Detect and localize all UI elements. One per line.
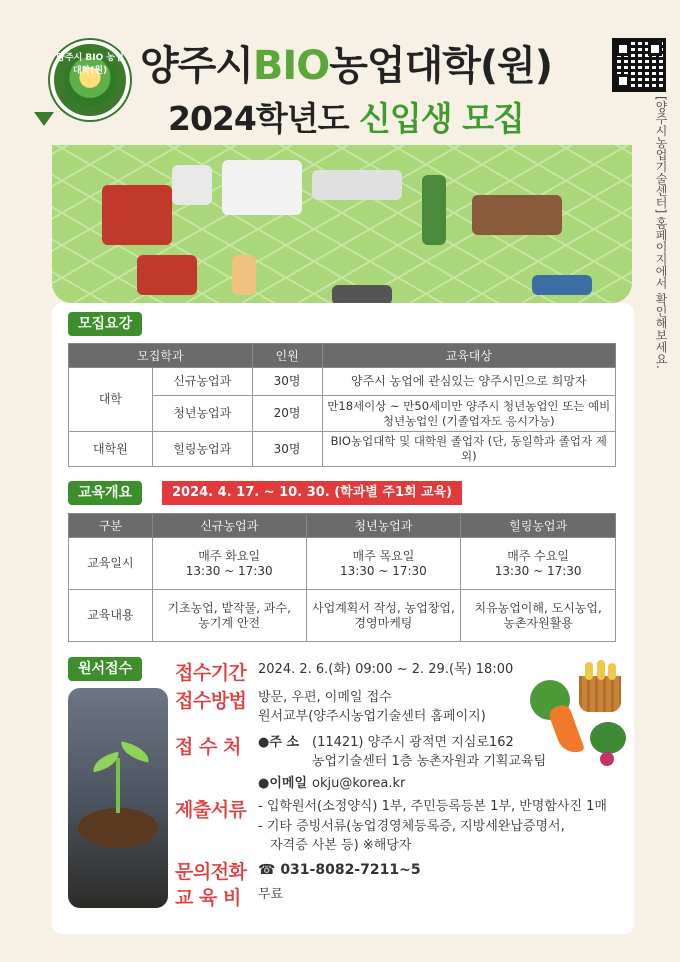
header-category: 구분 (69, 514, 153, 538)
row-label-content: 교육내용 (69, 590, 153, 642)
schedule-cell: 매주 수요일 13:30 ~ 17:30 (461, 538, 616, 590)
education-period-badge: 2024. 4. 17. ~ 10. 30. (학과별 주1회 교육) (162, 481, 462, 505)
greens-icon (590, 722, 626, 754)
target-cell: BIO농업대학 및 대학원 졸업자 (단, 동일학과 졸업자 제외) (322, 432, 615, 467)
value-period: 2024. 2. 6.(화) 09:00 ~ 2. 29.(목) 18:00 (258, 662, 514, 677)
label-fee: 교 육 비 (175, 887, 241, 909)
count-cell: 30명 (252, 432, 322, 467)
section-label-recruit: 모집요강 (68, 312, 142, 336)
header-new-farming: 신규농업과 (152, 514, 306, 538)
docs-line-1: - 입학원서(소정양식) 1부, 주민등록등본 1부, 반명함사진 1매 (258, 799, 607, 814)
label-method: 접수방법 (175, 690, 247, 712)
schedule-cell: 매주 화요일 13:30 ~ 17:30 (152, 538, 306, 590)
seedling-photo (68, 688, 168, 908)
label-phone: 문의전화 (175, 861, 247, 883)
university-seal-logo: 양주시 BIO 농업대학(원) (50, 40, 130, 120)
docs-line-3: 자격증 사본 등) ※해당자 (270, 838, 412, 853)
subtitle-accent: 신입생 모집 (358, 99, 524, 138)
label-docs: 제출서류 (175, 799, 247, 821)
address-key: ●주 소 (258, 735, 299, 750)
header-dept: 모집학과 (69, 344, 253, 368)
value-method-1: 방문, 우편, 이메일 접수 (258, 690, 392, 705)
dept-cell: 힐링농업과 (152, 432, 252, 467)
header-target: 교육대상 (322, 344, 615, 368)
header (0, 0, 680, 140)
title-suffix: 농업대학(원) (329, 43, 553, 89)
schedule-row (69, 538, 616, 590)
label-place: 접 수 처 (175, 736, 241, 758)
content-cell: 사업계획서 작성, 농업창업, 경영마케팅 (306, 590, 461, 642)
vegetable-basket-icon (575, 660, 625, 714)
header-count: 인원 (252, 344, 322, 368)
value-method-2: 원서교부(양주시농업기술센터 홈페이지) (258, 709, 486, 724)
title-bio: BIO (252, 43, 330, 89)
qr-code[interactable] (612, 38, 666, 92)
target-cell: 만18세이상 ~ 만50세미만 양주시 청년농업인 또는 예비청년농업인 (기졸업자도 응시가능) (322, 396, 615, 432)
category-university: 대학 (69, 368, 153, 432)
table-row (69, 368, 616, 396)
target-cell: 양주시 농업에 관심있는 양주시민으로 희망자 (322, 368, 615, 396)
page-subtitle (168, 93, 524, 140)
count-cell: 20명 (252, 396, 322, 432)
docs-line-2: - 기타 증빙서류(농업경영체등록증, 지방세완납증명서, (258, 819, 565, 834)
address-line-2: 농업기술센터 1층 농촌자원과 기획교육팀 (312, 754, 547, 769)
content-row (69, 590, 616, 642)
category-graduate: 대학원 (69, 432, 153, 467)
table-row (69, 432, 616, 467)
fee-value: 무료 (258, 887, 284, 902)
section-label-education: 교육개요 (68, 481, 142, 505)
phone-value[interactable]: ☎ 031-8082-7211~5 (258, 862, 421, 878)
education-table (68, 513, 616, 642)
radish-icon (600, 752, 614, 766)
subtitle-year: 2024학년도 (168, 99, 359, 138)
page-title (140, 34, 610, 91)
recruit-table (68, 343, 616, 467)
row-label-schedule: 교육일시 (69, 538, 153, 590)
email-key: ●이메일 (258, 776, 308, 791)
label-period: 접수기간 (175, 662, 247, 684)
content-cell: 치유농업이해, 도시농업, 농촌자원활용 (461, 590, 616, 642)
address-line-1: (11421) 양주시 광적면 지심로162 (312, 735, 514, 750)
dept-cell: 청년농업과 (152, 396, 252, 432)
seal-tip (34, 112, 54, 126)
section-label-apply: 원서접수 (68, 657, 142, 681)
header-healing-farming: 힐링농업과 (461, 514, 616, 538)
side-note: [양주시농업기술센터] 홈페이지에서 확인해보세요. (654, 96, 668, 369)
schedule-cell: 매주 목요일 13:30 ~ 17:30 (306, 538, 461, 590)
count-cell: 30명 (252, 368, 322, 396)
header-youth-farming: 청년농업과 (306, 514, 461, 538)
title-prefix: 양주시 (140, 43, 253, 89)
dept-cell: 신규농업과 (152, 368, 252, 396)
smart-farm-illustration (52, 145, 632, 303)
content-cell: 기초농업, 밭작물, 과수, 농기계 안전 (152, 590, 306, 642)
email-value[interactable]: okju@korea.kr (312, 776, 406, 791)
